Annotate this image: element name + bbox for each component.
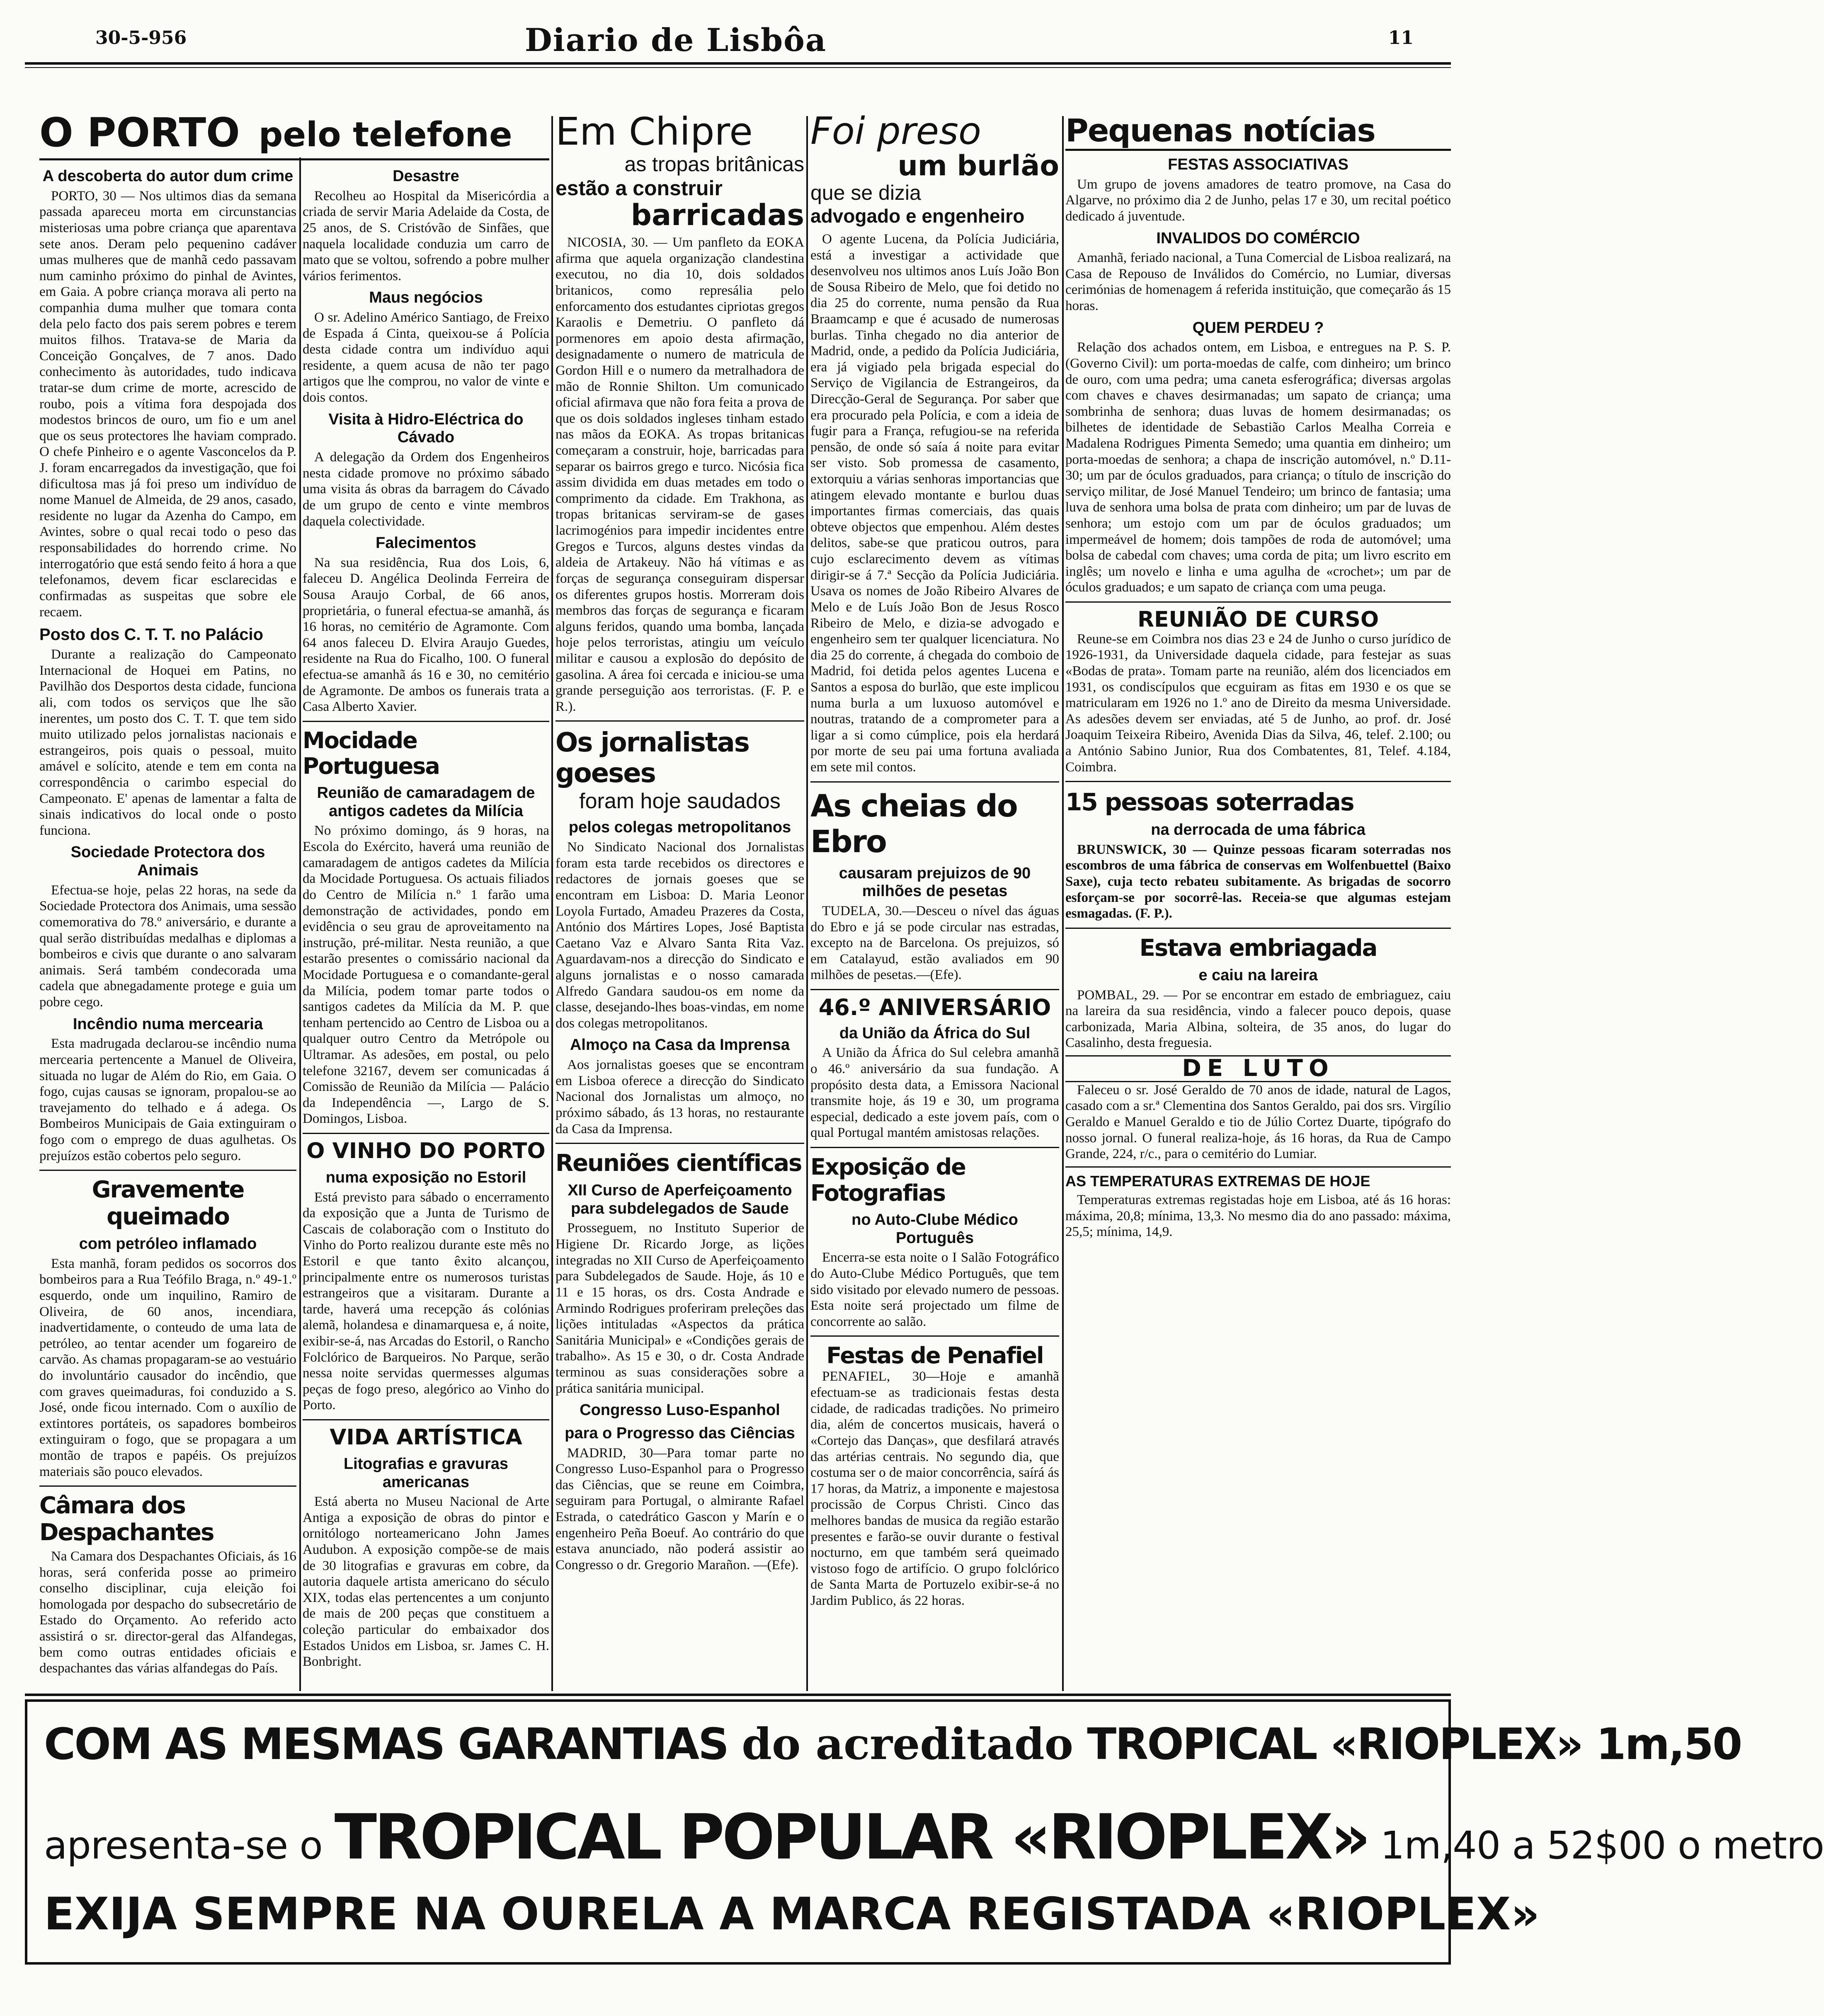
article-body: No Sindicato Nacional dos Jornalistas foram esta tarde recebidos os directores e redactores de jornais goeses que se encontram em Lisboa: D. Maria Leonor Loyola Furtado, Amadeu Prazeres da Costa, António dos Mártires Lopes, José Baptista Caetano Vaz e Alvaro Santa Rita Vaz. Aguardavam-nos a direcção do Sindicato e alguns jornalistas e o nosso camarada Alfredo Gandara saudou-os em nome da classe, desejando-lhes boas-vindas, em nome dos colegas metropolitanos. bbox=[555, 840, 804, 1031]
article-subtitle: na derrocada de uma fábrica bbox=[1151, 821, 1366, 839]
column-2 bbox=[303, 162, 549, 1692]
article-subtitle: com petróleo inflamado bbox=[79, 1235, 257, 1253]
article-body: NICOSIA, 30. — Um panfleto da EOKA afirma que aquela organização clandestina executou, no dia 10, dois soldados britanicos, como represália pelo enforcamento dos estudantes cipriotas gregos Karaolis e Demetriu. O panfleto dá pormenores em apoio desta afirmação, designadamente o numero de matricula de Gordon Hill e o numero da metralhadora de mão de Ronnie Shilton. Um comunicado oficial afirmava que não fora feita a prova de que os dois soldados ingleses tinham estado nas mãos da EOKA. As tropas britanicas começaram a construir, hoje, barricadas para separar os bairros grego e turco. Nicósia fica assim dividida em duas metades em todo o comprimento da cidade. Em Trakhona, as tropas britanicas serviram-se de gases lacrimogénios para impedir incidentes entre Gregos e Turcos, alguns destes vindas da aldeia de Artakeuy. Não há vítimas e as forças de segurança conseguiram dispersar os diferentes grupos hostis. Morreram dois membros das forças de segurança e ficaram alguns feridos, quando uma bomba, lançada hoje pelos terroristas, atingiu um veículo militar e causou a explosão do depósito de gasolina. A área foi cercada e iniciou-se uma grande perseguição aos terroristas. (F. P. e R.). bbox=[555, 235, 804, 714]
article-body: A delegação da Ordem dos Engenheiros nesta cidade promove no próximo sábado uma visita ás obras da barragem do Cávado de um grupo de cento e vinte membros daquela colectividade. bbox=[303, 450, 549, 529]
article-body: MADRID, 30—Para tomar parte no Congresso Luso-Espanhol para o Progresso das Ciências, que se reune em Coimbra, seguiram para Portugal, o almirante Rafael Estrada, o catedrático Gascon y Marín e o engenheiro Peña Boeuf. Ao contrário do que estava anunciado, não poderá assistir ao Congresso o dr. Gregorio Marañon. —(Efe). bbox=[555, 1445, 804, 1573]
article-body: O agente Lucena, da Polícia Judiciária, está a investigar a actividade que desenvolveu nos ultimos anos Luís João Bon de Sousa Ribeiro de Melo, que foi detido no dia 25 do corrente, numa pensão da Rua Braamcamp e que é acusado de numerosas burlas. Tinha chegado no dia anterior de Madrid, onde, a pedido da Polícia Judiciária, era já vigiado pela brigada especial do Serviço de Vigilancia de Estrangeiros, da Direcção-Geral de Segurança. Por saber que era procurado pela Polícia, e com a ideia de fugir para a França, refugiou-se na referida pensão, de onde só saía á noite para evitar ser visto. Sob promessa de casamento, extorquiu a várias senhoras importancias que atingem elevado montante e burlou duas importantes firmas comerciais, das quais obteve objectos que empenhou. Além destes delitos, sabe-se que praticou outros, para cujo esclarecimento devem as vítimas dirigir-se á 7.ª Secção da Polícia Judiciária. Usava os nomes de João Ribeiro Alvares de Melo e de Luís João Bon de Jesus Rosco Ribeiro de Melo, e dizia-se advogado e engenheiro sem ter qualquer licenciatura. No dia 25 do corrente, á chegada do comboio de Madrid, foi detida pelos agentes Lucena e Santos a esposa do burlão, que este implicou numa burla a um luxuoso automóvel e noutras, tratando de a comprometer para a ligar a si como cúmplice, pois ela herdará por morte de seu pai uma fortuna avaliada em sete mil contos. bbox=[810, 231, 1059, 775]
article-headline: 46.º ANIVERSÁRIO bbox=[818, 994, 1051, 1021]
article-subtitle: foram hoje saudados bbox=[579, 789, 781, 814]
article-title: Incêndio numa mercearia bbox=[73, 1015, 263, 1033]
ad-top-rule bbox=[25, 1694, 1451, 1696]
article-subtitle: XII Curso de Aperfeiçoamento para subdelegados de Saude bbox=[568, 1182, 792, 1217]
ad-line-1-part-a: COM AS MESMAS GARANTIAS bbox=[44, 1719, 728, 1769]
article-headline: As cheias do Ebro bbox=[810, 788, 1017, 860]
article-body: Está aberta no Museu Nacional de Arte Antiga a exposição de obras do pintor e ornitólogo norteamericano John James Audubon. A exposição compõe-se de mais de 30 litografias e gravuras em cobre, da autoria daquele artista americano do século XIX, todas elas pertencentes a um conjunto de mais de 200 peças que constituem a coleção particular do embaixador dos Estados Unidos em Lisboa, sr. James C. H. Bonbright. bbox=[303, 1494, 549, 1670]
article-title: AS TEMPERATURAS EXTREMAS DE HOJE bbox=[1065, 1172, 1370, 1190]
article-body: Um grupo de jovens amadores de teatro promove, na Casa do Algarve, no próximo dia 2 de Junho, pelas 17 e 30, um recital poético dedicado á juventude. bbox=[1065, 177, 1451, 224]
column-5 bbox=[1065, 112, 1451, 1691]
article-headline: REUNIÃO DE CURSO bbox=[1137, 607, 1379, 632]
article-title: Sociedade Protectora dos Animais bbox=[70, 843, 265, 880]
article-body: Reune-se em Coimbra nos dias 23 e 24 de Junho o curso jurídico de 1926-1931, da Universidade daquela cidade, para festejar as suas «Bodas de prata». Tomam parte na reunião, além dos licenciados em 1931, os condiscípulos que ecguiram as fitas em 1930 e os que se matricularam em 1926 no 1.º ano de Direito da mesma Universidade. As adesões devem ser enviadas, até 5 de Junho, ao prof. dr. José Joaquim Teixeira Ribeiro, Avenida Dias da Silva, 46, telef. 2.100; ou a António Sabino Junior, Rua dos Combatentes, 81, Telef. 4.184, Coimbra. bbox=[1065, 631, 1451, 775]
article-headline: Em Chipre bbox=[555, 109, 753, 154]
article-title: Almoço na Casa da Imprensa bbox=[570, 1036, 790, 1054]
rioplex-advertisement bbox=[25, 1699, 1824, 1965]
article-body: PENAFIEL, 30—Hoje e amanhã efectuam-se as tradicionais festas desta cidade, de radicadas tradições. No primeiro dia, além de concertos musicais, haverá o «Cortejo das Danças», que desfilará através das artérias centrais. No segundo dia, que costuma ser o de maior concorrência, saírá ás 17 horas, da Matriz, a imponente e majestosa procissão de Corpus Christi. Cinco das melhores bandas de musica da região estarão presentes e farão-se ouvir durante o festival nocturno, em que também será queimado vistoso fogo de artifício. O grupo folclórico de Santa Marta de Portuzelo exibir-se-á no Jardim Publico, ás 22 horas. bbox=[810, 1369, 1059, 1609]
article-body: Recolheu ao Hospital da Misericórdia a criada de servir Maria Adelaide da Costa, de 25 anos, de S. Cristóvão de Sinfães, que naquela localidade conduzia um carro de mato que se voltou, sofrendo a pobre mulher vários ferimentos. bbox=[303, 188, 549, 284]
article-body: Temperaturas extremas registadas hoje em Lisboa, até ás 16 horas: máxima, 20,8; mínima, 13,3. No mesmo dia do ano passado: máxima, 25,5; mínima, 14,9. bbox=[1065, 1192, 1451, 1240]
article-title: Maus negócios bbox=[369, 289, 483, 307]
ad-line-2-part-b: TROPICAL POPULAR «RIOPLEX» bbox=[334, 1801, 1368, 1873]
article-headline: Exposição de Fotografias bbox=[810, 1154, 965, 1207]
ad-line-1 bbox=[44, 1718, 1741, 1769]
article-body: Amanhã, feriado nacional, a Tuna Comercial de Lisboa realizará, na Casa de Repouso de Inválidos do Comércio, no Lumiar, diversas cerimónias de homenagem á referida instituição, que começarão ás 15 horas. bbox=[1065, 250, 1451, 314]
article-title: Falecimentos bbox=[376, 534, 476, 552]
article-subtitle: Litografias e gravuras americanas bbox=[343, 1455, 509, 1491]
article-body: POMBAL, 29. — Por se encontrar em estado de embriaguez, caiu na lareira da sua residência, vindo a falecer pouco depois, quase carbonizada, Maria Albina, solteira, de 35 anos, do lugar do Casalinho, desta freguesia. bbox=[1065, 987, 1451, 1051]
article-kicker: advogado e engenheiro bbox=[810, 205, 1025, 227]
article-subtitle: da União da África do Sul bbox=[839, 1024, 1031, 1042]
article-subtitle: causaram prejuizos de 90 milhões de pesetas bbox=[839, 864, 1031, 900]
column-separator bbox=[1062, 116, 1064, 1691]
article-body: Relação dos achados ontem, em Lisboa, e entregues na P. S. P. (Governo Civil): um porta-moedas de calfe, com dinheiro; um brinco de ouro, com uma pedra; uma caneta esferográfica; diversas argolas com chaves e chaves desirmanadas; um sapato de criança; uma sombrinha de senhora; duas luvas de homem desirmanadas; os bilhetes de identidade de Sebastião Carlos Mealha Correia e Madalena Rodrigues Pimenta Semedo; uma quantia em dinheiro; um porta-moedas de senhora; a chapa de inscrição automóvel, n.º D.11-30; um par de óculos graduados, para criança; o título de inscrição do serviço militar, de José Manuel Tendeiro; um brinco de fantasia; uma luva de senhora uma bolsa de prata com dinheiro; um par de luvas de senhora; um estojo com um par de óculos graduados; um impermeável de homem; dois tampões de roda de automóvel; uma bolsa de cabedal com chaves; uma corda de pita; um livro escrito em inglês; um novelo e linha e uma agulha de «crochet»; um par de óculos graduados; e um sapato de criança com uma peuga. bbox=[1065, 340, 1451, 595]
article-body: Esta manhã, foram pedidos os socorros dos bombeiros para a Rua Teófilo Braga, n.º 49-1.º esquerdo, onde um inquilino, Ramiro de Oliveira, de 60 anos, incendiara, inadvertidamente, o conteudo de uma lata de petróleo, ao tentar acender um fogareiro de carvão. As chamas propagaram-se ao vestuário do involuntário causador do incêndio, que com graves queimaduras, foi conduzido a S. José, onde ficou internado. Com o auxílio de extintores portáteis, os sapadores bombeiros extinguiram o fogo, que se propagara a um montão de trapos e papéis. Os prejuízos materiais são pouco elevados. bbox=[39, 1256, 296, 1479]
headline-porto: O PORTO bbox=[39, 109, 240, 156]
article-body: Esta madrugada declarou-se incêndio numa mercearia pertencente a Manuel de Oliveira, situada no lugar de Além do Rio, em Gaia. O fogo, cujas causas se ignoram, propalou-se ao travejamento do telhado e á adega. Os Bombeiros Municipais de Gaia extinguiram o fogo com o emprego de duas agulhetas. Os prejuízos estão cobertos pelo seguro. bbox=[39, 1036, 296, 1163]
article-title: INVALIDOS DO COMÉRCIO bbox=[1156, 229, 1360, 247]
article-headline: O VINHO DO PORTO bbox=[306, 1139, 546, 1164]
porto-headline bbox=[39, 109, 549, 158]
article-title: FESTAS ASSOCIATIVAS bbox=[1168, 156, 1349, 173]
article-headline: Reuniões científicas bbox=[555, 1150, 802, 1177]
article-headline: barricadas bbox=[631, 198, 804, 232]
article-body: Está previsto para sábado o encerramento da exposição que a Junta de Turismo de Cascais de colaboração com o Instituto do Vinho do Porto realizou durante este mês no Estoril e que tanto êxito alcançou, principalmente entre os numerosos turistas estrangeiros que a visitaram. Durante a tarde, haverá uma recepção ás colónias alemã, holandesa e dinamarquesa e, á noite, exibir-se-á, nas Arcadas do Estoril, o Rancho Folclórico de Barqueiros. No Parque, serão nessa noite servidas quermesses algumas peças de fogo preso, alegórico ao Vinho do Porto. bbox=[303, 1190, 549, 1413]
article-title: Desastre bbox=[393, 167, 459, 185]
article-kicker: que se dizia bbox=[810, 181, 921, 204]
section-headline: Pequenas notícias bbox=[1065, 112, 1451, 151]
column-4 bbox=[810, 109, 1059, 1691]
ad-line-2-part-a: apresenta-se o bbox=[44, 1823, 323, 1868]
headline-rule bbox=[39, 158, 549, 160]
column-separator bbox=[806, 116, 808, 1691]
article-subtitle: e caiu na lareira bbox=[1198, 966, 1318, 984]
newspaper-masthead: Diario de Lisbôa bbox=[524, 22, 827, 58]
article-body: No próximo domingo, ás 9 horas, na Escola do Exército, haverá uma reunião de camaradagem de antigos cadetes da Milícia da Mocidade Portuguesa. Os actuais filiados do Centro de Milícia n.º 1 farão uma demonstração de actividades, pondo em evidência o seu grau de aproveitamento na instrução, pré-militar. Nesta reunião, a que estarão presentes o comissário nacional da Mocidade Portuguesa e o comandante-geral da Milícia, podem tomar parte todos o santigos cadetes da Milícia da M. P. que tenham pertencido ao Centro de Lisboa ou a qualquer outro Centro da Metrópole ou Ultramar. As adesões, em postal, ou pelo telefone 32167, devem ser comunicadas á Comissão de Reunião da Milícia — Palácio da Independência —, Largo de S. Domingos, Lisboa. bbox=[303, 823, 549, 1127]
article-title: QUEM PERDEU ? bbox=[1192, 319, 1324, 337]
ad-line-1-part-b: do acreditado bbox=[742, 1718, 1073, 1769]
article-headline: Câmara dos Despachantes bbox=[39, 1492, 214, 1546]
article-body: Encerra-se esta noite o I Salão Fotográfico do Auto-Clube Médico Português, que tem sido visitado por elevado numero de pessoas. Esta noite será projectado um filme de concorrente ao salão. bbox=[810, 1250, 1059, 1329]
ad-line-1-part-c: TROPICAL «RIOPLEX» 1m,50 bbox=[1087, 1719, 1742, 1769]
column-separator bbox=[299, 158, 301, 1691]
column-separator bbox=[551, 116, 553, 1691]
article-body: O sr. Adelino Américo Santiago, de Freixo de Espada á Cinta, queixou-se á Polícia desta cidade contra um indivíduo aqui residente, a quem acusa de não ter pago artigos que lhe comprou, no valor de vinte e dois contos. bbox=[303, 310, 549, 405]
article-title: Congresso Luso-Espanhol bbox=[580, 1401, 780, 1419]
headline-telefone: pelo telefone bbox=[258, 115, 512, 155]
article-body: Efectua-se hoje, pelas 22 horas, na sede da Sociedade Protectora dos Animais, uma sessão comemorativa do 78.º aniversário, e durante a qual serão distribuídas medalhas e diplomas a bombeiros e civis que durante o ano salvaram animais. Será também condecorada uma cadela que abnegadamente protege e guia um pobre cego. bbox=[39, 882, 296, 1010]
article-headline: Foi preso bbox=[810, 109, 981, 153]
article-headline: Festas de Penafiel bbox=[826, 1342, 1043, 1369]
article-headline: Mocidade Portuguesa bbox=[303, 727, 439, 779]
article-subtitle: no Auto-Clube Médico Português bbox=[851, 1211, 1018, 1247]
article-body: BRUNSWICK, 30 — Quinze pessoas ficaram soterradas nos escombros de uma fábrica de conservas em Wolfenbuettel (Baixo Saxe), cuja tecto rebateu subitamente. As brigadas de socorro esforçam-se por socorrê-las. Receia-se que algumas estejam esmagadas. (F. P.). bbox=[1065, 842, 1451, 921]
page-number: 11 bbox=[1388, 27, 1414, 48]
masthead-rule-thin bbox=[25, 67, 1451, 68]
article-headline: Os jornalistas goeses bbox=[555, 727, 749, 789]
article-body: Aos jornalistas goeses que se encontram em Lisboa oferece a direcção do Sindicato Nacional dos Jornalistas um almoço, no próximo sábado, ás 13 horas, no restaurante da Casa da Imprensa. bbox=[555, 1057, 804, 1136]
article-body: Prosseguem, no Instituto Superior de Higiene Dr. Ricardo Jorge, as lições integradas no XII Curso de Aperfeiçoamento para Subdelegados de Saude. Hoje, ás 10 e 11 e 15 horas, os drs. Costa Andrade e Armindo Rodrigues proferiram preleções das lições intituladas «Aspectos da prática Sanitária Municipal» e «Condições gerais de trabalho». As 15 e 30, o dr. Costa Andrade terminou as suas considerações sobre a prática sanitária municipal. bbox=[555, 1221, 804, 1396]
article-subtitle: Reunião de camaradagem de antigos cadetes da Milícia bbox=[317, 784, 535, 820]
article-body: PORTO, 30 — Nos ultimos dias da semana passada apareceu morta em circunstancias misteriosas uma pobre criança que aparentava sete anos. Deram pelo pequenino cadáver umas mulheres que de manhã cedo passavam num caminho próximo do pinhal de Avintes, em Gaia. A pobre criança morava ali perto na companhia duma mulher que tomara conta dela pelo facto dos pais serem pobres e terem muitos filhos. Tratava-se de Maria da Conceição Gonçalves, de 7 anos. Dado conhecimento às autoridades, tudo indicava tratar-se dum crime de morte, acrescido de roubo, pois a vítima fora despojada dos modestos brincos de ouro, um fio e um anel que os seus protectores lhe haviam comprado. O chefe Pinheiro e o agente Vasconcelos da P. J. foram encarregados da investigação, que foi dificultosa mas já foi preso um indivíduo de nome Manuel de Almeida, de 29 anos, casado, residente no lugar da Azenha do Campo, em Avintes, sobre o qual recai todo o peso das responsabilidades do horrendo crime. No interrogatório que está sendo feito á hora a que telefonamos, devem ficar esclarecidas e confirmadas as suspeitas que sobre ele recaem. bbox=[39, 188, 296, 620]
article-body: Na sua residência, Rua dos Lois, 6, faleceu D. Angélica Deolinda Ferreira de Sousa Araujo Corbal, de 66 anos, proprietária, o funeral efectua-se amanhã, ás 16 horas, no cemitério de Agramonte. Com 64 anos faleceu D. Elvira Araujo Guedes, residente na Rua do Ficalho, 100. O funeral efectua-se amanhã ás 16 e 30, no cemitério de Agramonte. De ambos os funerais trata a Casa Alberto Xavier. bbox=[303, 555, 549, 715]
article-body: A União da África do Sul celebra amanhã o 46.º aniversário da sua fundação. A propósito desta data, a Emissora Nacional transmite hoje, ás 19 e 30, um programa especial, dedicado a este jovem país, com o qual Portugal mantém amistosas relações. bbox=[810, 1045, 1059, 1141]
article-title: Visita à Hidro-Eléctrica do Cávado bbox=[328, 410, 524, 446]
article-body: Faleceu o sr. José Geraldo de 70 anos de idade, natural de Lagos, casado com a sr.ª Clementina dos Santos Geraldo, pai dos srs. Virgílio Geraldo e Manuel Geraldo e tio de Júlio Cortez Duarte, tipógrafo do nosso jornal. O funeral realiza-hoje, ás 16 horas, da Rua de Campo Grande, 224, r/c., para o cemitério do Lumiar. bbox=[1065, 1082, 1451, 1162]
article-body: Na Camara dos Despachantes Oficiais, ás 16 horas, será conferida posse ao primeiro conselho disciplinar, cuja eleição foi homologada por despacho do subsecretário de Estado do Orçamento. Ao referido acto assistirá o sr. director-geral das Alfandegas, bem como outras entidades oficiais e despachantes das várias alfandegas do País. bbox=[39, 1549, 296, 1676]
issue-date: 30-5-956 bbox=[95, 27, 187, 48]
article-subtitle: numa exposição no Estoril bbox=[325, 1168, 526, 1186]
article-subtitle: para o Progresso das Ciências bbox=[565, 1424, 795, 1442]
article-headline: Estava embriagada bbox=[1139, 934, 1377, 962]
article-headline: VIDA ARTÍSTICA bbox=[330, 1425, 522, 1450]
article-title: A descoberta do autor dum crime bbox=[42, 167, 293, 185]
article-kicker: estão a construir bbox=[555, 176, 723, 200]
column-3 bbox=[555, 109, 804, 1691]
article-headline: um burlão bbox=[897, 149, 1059, 182]
article-title: Posto dos C. T. T. no Palácio bbox=[39, 625, 264, 644]
article-headline: Gravemente queimado bbox=[92, 1176, 244, 1230]
article-body: TUDELA, 30.—Desceu o nível das águas do Ebro e já se pode circular nas estradas, excepto na de Barcelona. Os prejuizos, só em Catalayud, estão avaliados em 90 milhões de pesetas.—(Efe). bbox=[810, 903, 1059, 983]
column-1 bbox=[39, 162, 296, 1692]
article-kicker: as tropas britânicas bbox=[624, 152, 804, 176]
article-headline: 15 pessoas soterradas bbox=[1065, 788, 1354, 817]
masthead-rule bbox=[25, 62, 1451, 65]
ad-line-3: EXIJA SEMPRE NA OURELA A MARCA REGISTADA «RIOPLEX» bbox=[44, 1888, 1540, 1940]
article-subtitle: pelos colegas metropolitanos bbox=[568, 819, 791, 836]
ad-line-2-part-c: 1m,40 a 52$00 o metro bbox=[1380, 1823, 1824, 1868]
article-body: Durante a realização do Campeonato Internacional de Hoquei em Patins, no Pavilhão dos Desportos desta cidade, funciona ali, com todos os serviços que lhe são inerentes, um posto dos C. T. T. que tem sido muito utilizado pelos jornalistas nacionais e estrangeiros, pois quais o pessoal, muito amável e solícito, atende e tem em conta na correspondência o carimbo especial do Campeonato. E' apenas de lamentar a falta de sinais indicativos do local onde o posto funciona. bbox=[39, 647, 296, 838]
ad-line-2 bbox=[44, 1801, 1824, 1873]
article-headline: DE LUTO bbox=[1065, 1055, 1451, 1082]
